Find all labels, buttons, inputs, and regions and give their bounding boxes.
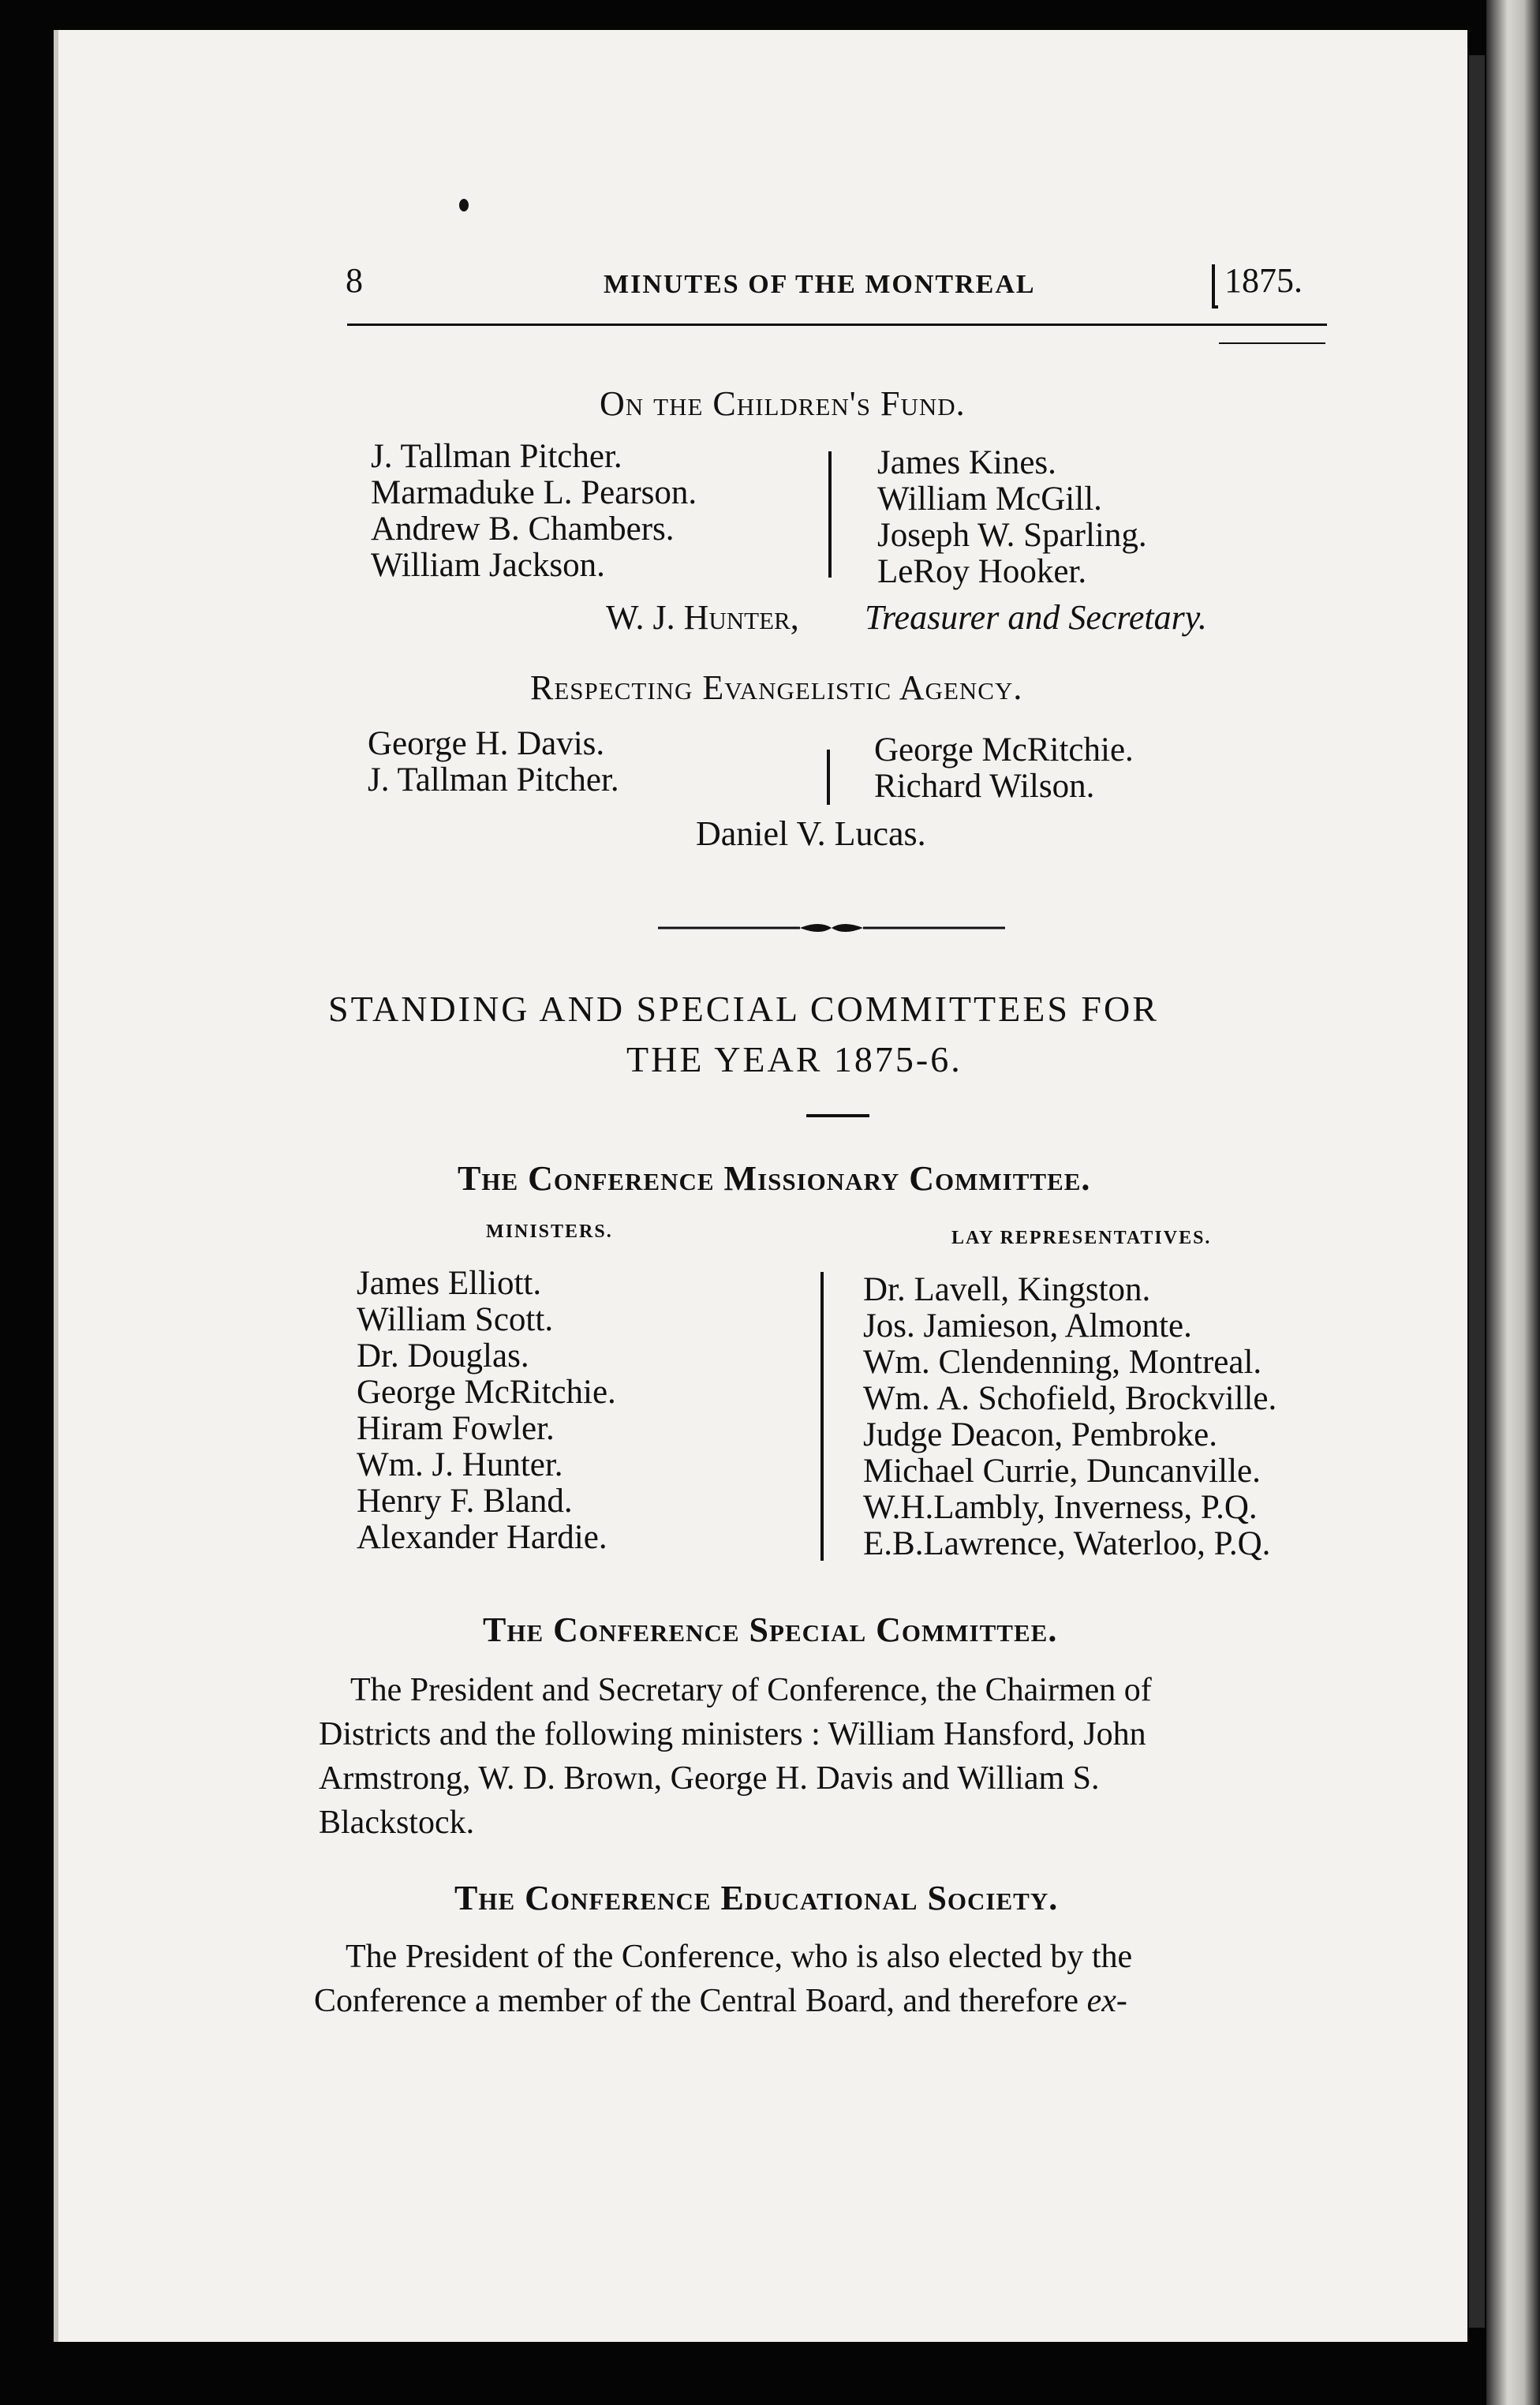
treasurer-name: W. J. Hunter, <box>606 598 799 637</box>
list-item: William Scott. <box>357 1301 554 1338</box>
ink-speck <box>459 199 469 211</box>
list-item: Michael Currie, Duncanville. <box>863 1453 1261 1490</box>
childrens-fund-right-list <box>877 445 1147 590</box>
list-item: Wm. J. Hunter. <box>357 1446 563 1483</box>
page-number: 8 <box>346 261 363 300</box>
paragraph-line: The President and Secretary of Conference, the Chairmen of <box>350 1672 1152 1708</box>
ministers-label: MINISTERS. <box>486 1221 613 1242</box>
evangelistic-right-list <box>874 732 1134 805</box>
ornamental-divider <box>658 920 1005 936</box>
list-item: LeRoy Hooker. <box>877 553 1087 590</box>
childrens-fund-heading: On the Children's Fund. <box>600 384 966 423</box>
committees-title-line1: STANDING AND SPECIAL COMMITTEES FOR <box>328 989 1159 1029</box>
paragraph-line: Conference a member of the Central Board, and therefore <box>314 1983 1079 2019</box>
list-item: Dr. Lavell, Kingston. <box>863 1271 1151 1308</box>
paragraph-line: The President of the Conference, who is also elected by the <box>346 1939 1133 1975</box>
facing-page-edge <box>1469 55 1485 2328</box>
list-item: William Jackson. <box>371 547 605 584</box>
header-rule <box>347 324 1327 326</box>
list-item: Joseph W. Sparling. <box>877 517 1147 554</box>
list-item: E.B.Lawrence, Waterloo, P.Q. <box>863 1525 1271 1562</box>
missionary-heading: The Conference Missionary Committee. <box>458 1159 1091 1198</box>
column-divider <box>827 750 830 805</box>
column-divider <box>828 451 832 578</box>
lay-representatives-label: LAY REPRESENTATIVES. <box>951 1228 1212 1248</box>
running-title: MINUTES OF THE MONTREAL <box>604 270 1036 299</box>
ministers-list <box>357 1266 616 1556</box>
list-item: George McRitchie. <box>874 731 1134 769</box>
paragraph-line: Districts and the following ministers : William Hansford, John <box>319 1716 1146 1752</box>
list-item: Alexander Hardie. <box>357 1519 607 1556</box>
year-bracket <box>1212 264 1218 309</box>
list-item: Henry F. Bland. <box>357 1483 573 1520</box>
evangelistic-left-list <box>368 726 619 799</box>
lay-representatives-list <box>863 1272 1276 1562</box>
evangelistic-center-name: Daniel V. Lucas. <box>696 814 926 853</box>
list-item: Andrew B. Chambers. <box>371 511 675 548</box>
paragraph-line: Armstrong, W. D. Brown, George H. Davis and William S. <box>319 1760 1100 1797</box>
list-item: Dr. Douglas. <box>357 1337 529 1375</box>
list-item: Richard Wilson. <box>874 768 1095 805</box>
paragraph-line: Blackstock. <box>319 1805 475 1841</box>
childrens-fund-left-list <box>371 439 697 584</box>
header-rule-short <box>1219 342 1325 344</box>
paragraph-last-word: ex- <box>1086 1983 1127 2019</box>
list-item: William McGill. <box>877 481 1102 518</box>
title-rule <box>806 1114 869 1117</box>
list-item: J. Tallman Pitcher. <box>368 761 619 799</box>
treasurer-role: Treasurer and Secretary. <box>865 598 1207 637</box>
list-item: J. Tallman Pitcher. <box>371 438 622 475</box>
special-committee-heading: The Conference Special Committee. <box>483 1610 1058 1649</box>
list-item: George H. Davis. <box>368 725 605 762</box>
educational-society-heading: The Conference Educational Society. <box>454 1879 1059 1917</box>
list-item: Wm. Clendenning, Montreal. <box>863 1344 1262 1381</box>
special-committee-paragraph <box>319 1668 1314 1845</box>
list-item: Jos. Jamieson, Almonte. <box>863 1307 1192 1345</box>
list-item: James Kines. <box>877 444 1056 481</box>
committees-title-line2: THE YEAR 1875-6. <box>626 1039 962 1079</box>
list-item: George McRitchie. <box>357 1374 616 1411</box>
educational-society-paragraph <box>314 1935 1310 2023</box>
header-year: 1875. <box>1224 261 1303 300</box>
list-item: Hiram Fowler. <box>357 1410 555 1447</box>
list-item: James Elliott. <box>357 1265 542 1302</box>
list-item: Marmaduke L. Pearson. <box>371 474 697 511</box>
book-spine <box>1486 0 1540 2405</box>
list-item: W.H.Lambly, Inverness, P.Q. <box>863 1489 1258 1526</box>
column-divider <box>820 1272 824 1561</box>
list-item: Judge Deacon, Pembroke. <box>863 1416 1217 1453</box>
list-item: Wm. A. Schofield, Brockville. <box>863 1380 1277 1417</box>
evangelistic-heading: Respecting Evangelistic Agency. <box>530 668 1023 707</box>
